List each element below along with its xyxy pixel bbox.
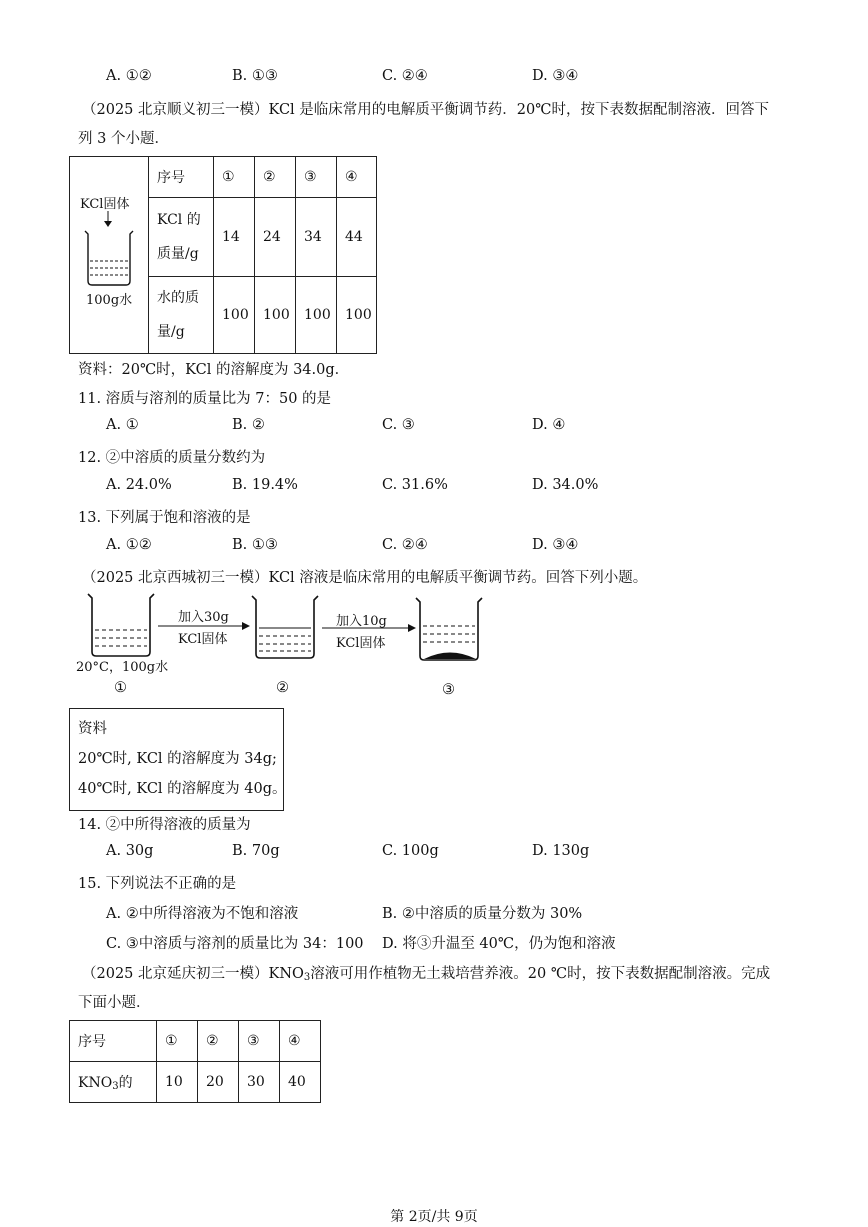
beaker-figure bbox=[80, 211, 140, 291]
kcl-mass-cell: 34 bbox=[296, 198, 337, 276]
q14-option-b: B. 70g bbox=[232, 843, 280, 859]
top-option-b: B. ①③ bbox=[232, 68, 278, 84]
kno3-table bbox=[69, 1020, 321, 1103]
q14-option-c: C. 100g bbox=[382, 843, 439, 859]
group3-intro-line1: （2025 北京延庆初三一模）$KNO_3$溶液可用作植物无土栽培营养液。20 ℃时，按下表数据配制溶液。完成 bbox=[82, 966, 771, 983]
group1-intro-line1: （2025 北京顺义初三一模）KCl 是临床常用的电解质平衡调节药．20℃时，按下表数据配制溶液．回答下 bbox=[82, 102, 769, 118]
water-mass-cell: 100 bbox=[255, 276, 296, 353]
q14-option-a: A. 30g bbox=[106, 843, 154, 859]
top-option-a: A. ①② bbox=[106, 68, 152, 84]
water-label: 100g水 bbox=[86, 293, 133, 308]
group2-intro: （2025 北京西城初三一模）KCl 溶液是临床常用的电解质平衡调节药。回答下列小题。 bbox=[82, 570, 648, 586]
q11-stem: 11. 溶质与溶剂的质量比为 7：50 的是 bbox=[78, 391, 332, 407]
kcl-mass-cell: 44 bbox=[337, 198, 377, 276]
info-box-title: 资料 bbox=[78, 721, 107, 737]
kno3-row-label: $KNO_3$的 bbox=[70, 1062, 157, 1103]
group1-intro-line2: 列 3 个小题． bbox=[78, 131, 169, 147]
info-box-line2: 40℃时, KCl 的溶解度为 40g。 bbox=[78, 781, 287, 797]
q15-option-d: D. 将③升温至 40℃，仍为饱和溶液 bbox=[382, 936, 616, 952]
kcl-table bbox=[69, 156, 377, 354]
kno3-mass-cell: 20 bbox=[198, 1062, 239, 1103]
header-cell-4: ④ bbox=[337, 157, 377, 198]
q15-option-a: A. ②中所得溶液为不饱和溶液 bbox=[106, 906, 299, 922]
q12-option-d: D. 34.0% bbox=[532, 477, 599, 493]
q13-option-a: A. ①② bbox=[106, 537, 152, 553]
q15-option-b: B. ②中溶质的质量分数为 30% bbox=[382, 906, 583, 922]
kno3-mass-cell: 30 bbox=[239, 1062, 280, 1103]
kno3-header-1: ① bbox=[157, 1021, 198, 1062]
beaker1-caption: 20°C，100g水 bbox=[76, 660, 169, 675]
group1-note: 资料：20℃时，KCl 的溶解度为 34.0g． bbox=[78, 362, 350, 378]
q11-option-a: A. ① bbox=[106, 417, 139, 433]
q13-option-b: B. ①③ bbox=[232, 537, 278, 553]
info-box-line1: 20℃时, KCl 的溶解度为 34g; bbox=[78, 751, 277, 767]
kno3-mass-cell: 40 bbox=[280, 1062, 321, 1103]
kcl-mass-cell: 24 bbox=[255, 198, 296, 276]
undissolved-solid bbox=[424, 653, 476, 660]
group3-intro-line2: 下面小题． bbox=[78, 995, 151, 1011]
header-cell-3: ③ bbox=[296, 157, 337, 198]
beaker-1 bbox=[88, 594, 154, 656]
water-mass-cell: 100 bbox=[337, 276, 377, 353]
water-mass-cell: 100 bbox=[214, 276, 255, 353]
q14-option-d: D. 130g bbox=[532, 843, 590, 859]
top-option-d: D. ③④ bbox=[532, 68, 579, 84]
q14-stem: 14. ②中所得溶液的质量为 bbox=[78, 817, 251, 833]
kcl-solid-label: KCl固体 bbox=[80, 197, 130, 212]
q13-stem: 13. 下列属于饱和溶液的是 bbox=[78, 510, 251, 526]
kcl-figure-cell bbox=[70, 157, 149, 354]
q12-option-b: B. 19.4% bbox=[232, 477, 298, 493]
q12-stem: 12. ②中溶质的质量分数约为 bbox=[78, 450, 266, 466]
q15-option-c: C. ③中溶质与溶剂的质量比为 34：100 bbox=[106, 936, 364, 952]
kno3-header-3: ③ bbox=[239, 1021, 280, 1062]
kno3-header-4: ④ bbox=[280, 1021, 321, 1062]
q11-option-d: D. ④ bbox=[532, 417, 566, 433]
beaker-3 bbox=[416, 598, 482, 660]
q15-stem: 15. 下列说法不正确的是 bbox=[78, 876, 237, 892]
q12-option-a: A. 24.0% bbox=[106, 477, 172, 493]
q11-option-b: B. ② bbox=[232, 417, 265, 433]
beaker-label-1: ① bbox=[114, 680, 127, 696]
row-label-water-mass: 水的质 量/g bbox=[149, 276, 214, 353]
arrow1-top-label: 加入30g bbox=[178, 610, 229, 625]
beaker-label-3: ③ bbox=[442, 682, 455, 698]
arrow2-bottom-label: KCl固体 bbox=[336, 636, 386, 651]
top-option-c: C. ②④ bbox=[382, 68, 428, 84]
water-mass-cell: 100 bbox=[296, 276, 337, 353]
kcl-mass-cell: 14 bbox=[214, 198, 255, 276]
row-label-kcl-mass: KCl 的 质量/g bbox=[149, 198, 214, 276]
solubility-info-box bbox=[69, 708, 287, 811]
kno3-mass-cell: 10 bbox=[157, 1062, 198, 1103]
arrow2-top-label: 加入10g bbox=[336, 614, 387, 629]
q11-option-c: C. ③ bbox=[382, 417, 415, 433]
header-cell-1: ① bbox=[214, 157, 255, 198]
kno3-header-index: 序号 bbox=[70, 1021, 157, 1062]
header-cell-index: 序号 bbox=[149, 157, 214, 198]
beaker-label-2: ② bbox=[276, 680, 289, 696]
header-cell-2: ② bbox=[255, 157, 296, 198]
kno3-header-2: ② bbox=[198, 1021, 239, 1062]
q12-option-c: C. 31.6% bbox=[382, 477, 448, 493]
beaker-2 bbox=[252, 596, 318, 658]
q13-option-d: D. ③④ bbox=[532, 537, 579, 553]
page-footer: 第 2页/共 9页 bbox=[390, 1209, 478, 1225]
q13-option-c: C. ②④ bbox=[382, 537, 428, 553]
arrow1-bottom-label: KCl固体 bbox=[178, 632, 228, 647]
